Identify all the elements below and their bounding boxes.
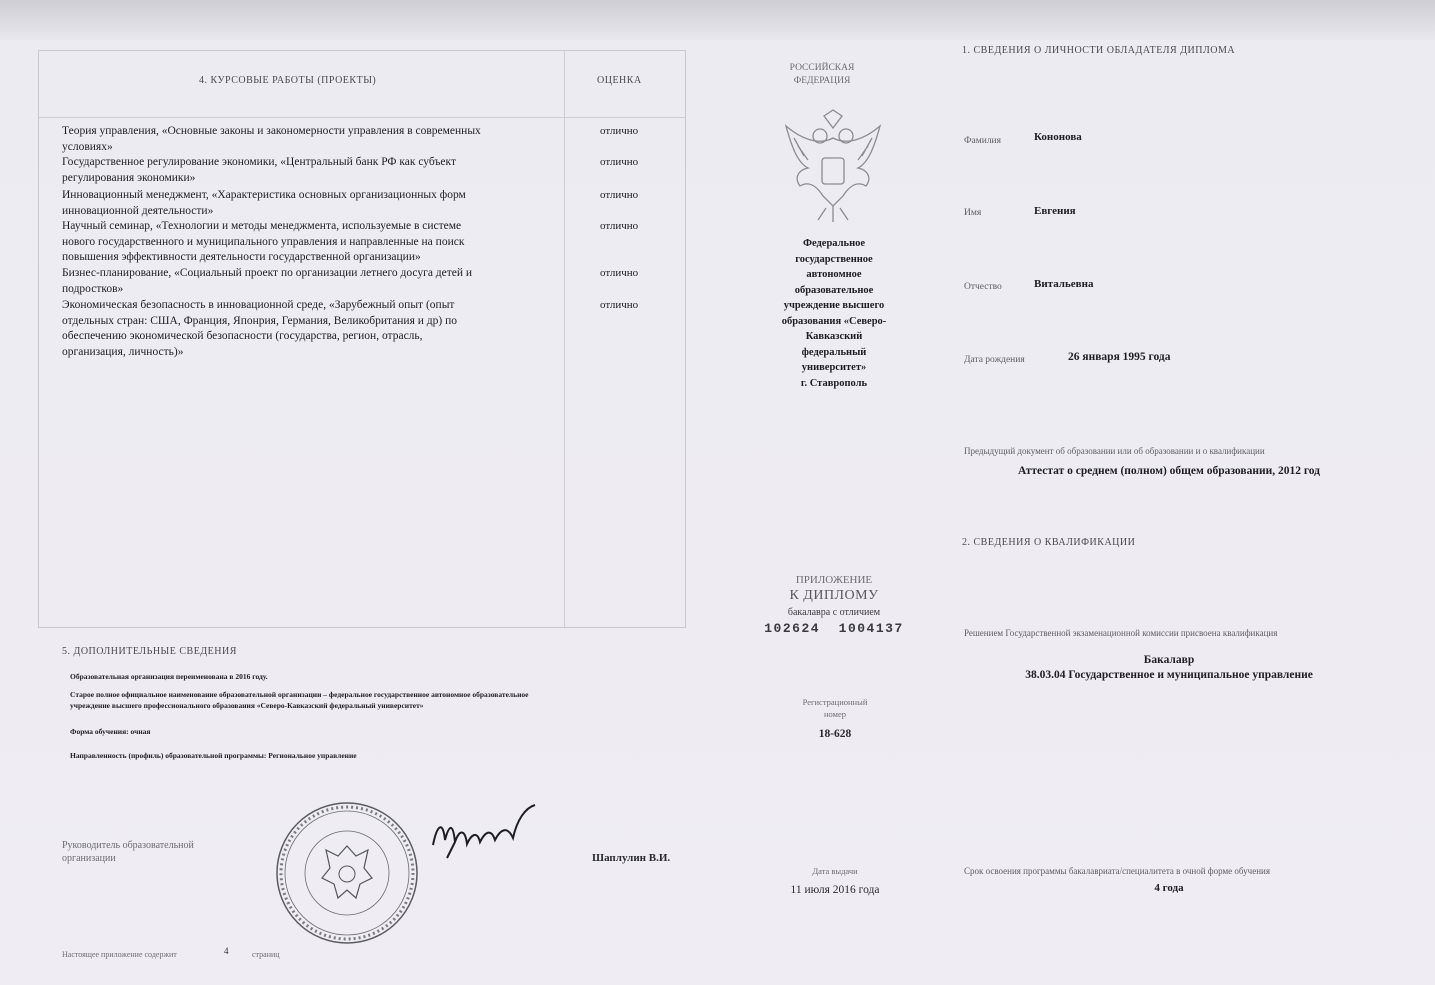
- coursework-title-line: регулирования экономики»: [62, 171, 196, 184]
- duration-label: Срок освоения программы бакалавриата/специалитета в очной форме обучения: [964, 866, 1270, 876]
- institution-name: [752, 236, 916, 391]
- coursework-title-line: Государственное регулирование экономики, «Центральный банк РФ как субъект: [62, 156, 456, 168]
- coursework-title-line: инновационной деятельности»: [62, 204, 214, 217]
- institution-name-line: г. Ставрополь: [800, 377, 868, 389]
- coursework-grade: отлично: [600, 156, 639, 168]
- coursework-title-line: Научный семинар, «Технологии и методы менеджмента, используемые в системе: [62, 220, 462, 232]
- personal-header: 1. СВЕДЕНИЯ О ЛИЧНОСТИ ОБЛАДАТЕЛЯ ДИПЛОМА: [962, 45, 1236, 56]
- institution-name-line: учреждение высшего: [783, 300, 885, 311]
- coursework-title-line: организация, личность)»: [62, 345, 184, 358]
- coursework-grade: отлично: [600, 125, 639, 137]
- program-value: 38.03.04 Государственное и муниципальное управление: [1025, 669, 1313, 681]
- coursework-grade: отлично: [600, 267, 639, 279]
- issue-label: Дата выдачи: [812, 866, 858, 876]
- coursework-grade: отлично: [600, 299, 639, 311]
- coursework-title-line: отдельных стран: США, Франция, Японрия, Германия, Великобритания и др) по: [62, 314, 457, 327]
- patronymic-value: Витальевна: [1034, 278, 1094, 290]
- coursework-title-line: условиях»: [62, 140, 113, 153]
- coursework-grade: отлично: [600, 189, 639, 201]
- name-value: Евгения: [1034, 205, 1076, 217]
- prev-doc-label: Предыдущий документ об образовании или об образовании и о квалификации: [964, 446, 1265, 456]
- institution-name-line: образования «Северо-: [781, 315, 887, 327]
- duration-value: 4 года: [1154, 882, 1184, 894]
- surname-label: Фамилия: [964, 136, 1002, 146]
- study-form: Форма обучения: очная: [70, 727, 151, 736]
- coursework-title-line: повышения эффективности деятельности государственной организации»: [62, 251, 421, 264]
- coat-of-arms-icon: [778, 108, 888, 228]
- scan-shadow: [0, 0, 1435, 40]
- surname-value: Кононова: [1034, 131, 1082, 143]
- country-line-2: ФЕДЕРАЦИЯ: [793, 76, 851, 86]
- institution-name-line: федеральный: [801, 346, 867, 358]
- page-count-value: 4: [224, 946, 229, 956]
- coursework-title-line: подростков»: [62, 282, 124, 295]
- signature-icon: [425, 800, 545, 865]
- page-count-suffix: страниц: [252, 950, 280, 959]
- commission-label: Решением Государственной экзаменационной комиссии присвоена квалификация: [964, 628, 1278, 638]
- qualification-value: Бакалавр: [1143, 654, 1195, 666]
- coursework-title-line: Экономическая безопасность в инновационной среде, «Зарубежный опыт (опыт: [62, 299, 455, 311]
- additional-line: учреждение высшего профессионального образования «Северо-Кавказский федеральный университет»: [70, 701, 424, 710]
- birth-value: 26 января 1995 года: [1068, 351, 1171, 363]
- institution-name-line: Кавказский: [805, 331, 863, 342]
- supplement-line-1: ПРИЛОЖЕНИЕ: [795, 574, 873, 586]
- institution-name-line: государственное: [795, 253, 873, 265]
- additional-line: Образовательная организация переименована в 2016 году.: [70, 672, 268, 681]
- program-focus: Направленность (профиль) образовательной программы: Региональное управление: [70, 751, 357, 760]
- degree-type: бакалавра с отличием: [787, 607, 881, 618]
- patronymic-label: Отчество: [964, 282, 1002, 292]
- coursework-title-line: нового государственного и муниципального управления и направленные на поиск: [62, 235, 465, 248]
- birth-label: Дата рождения: [964, 355, 1025, 365]
- institution-name-line: Федеральное: [802, 238, 866, 249]
- name-label: Имя: [964, 208, 982, 218]
- country-line-1: РОССИЙСКАЯ: [789, 63, 855, 73]
- reg-label-2: номер: [823, 709, 847, 719]
- page-count-label: Настоящее приложение содержит: [62, 950, 177, 959]
- issue-date: 11 июля 2016 года: [790, 884, 880, 896]
- prev-doc-value: Аттестат о среднем (полном) общем образовании, 2012 год: [1018, 465, 1320, 477]
- head-label-2: организации: [62, 853, 116, 864]
- coursework-title-line: Бизнес-планирование, «Социальный проект по организации летнего досуга детей и: [62, 267, 473, 279]
- coursework-title-line: обеспечению экономической безопасности (государства, регион, отрасль,: [62, 330, 423, 343]
- reg-number: 18-628: [818, 728, 852, 740]
- coursework-grade: отлично: [600, 220, 639, 232]
- head-label: Руководитель образовательной: [62, 840, 194, 851]
- diploma-number: 102624 1004137: [764, 621, 904, 636]
- institution-name-line: автономное: [806, 269, 862, 280]
- institution-name-line: образовательное: [794, 284, 874, 296]
- additional-line: Старое полное официальное наименование образовательной организации – федеральное государственное автономное образовательное: [70, 690, 529, 699]
- additional-header: 5. ДОПОЛНИТЕЛЬНЫЕ СВЕДЕНИЯ: [62, 646, 237, 657]
- qualification-header: 2. СВЕДЕНИЯ О КВАЛИФИКАЦИИ: [962, 537, 1136, 548]
- official-seal-icon: [272, 798, 422, 948]
- coursework-title-line: Инновационный менеджмент, «Характеристика основных организационных форм: [62, 189, 466, 201]
- coursework-header: 4. КУРСОВЫЕ РАБОТЫ (ПРОЕКТЫ): [199, 75, 377, 86]
- head-name: Шаплулин В.И.: [592, 852, 671, 864]
- reg-label-1: Регистрационный: [802, 697, 868, 707]
- grade-header: ОЦЕНКА: [597, 75, 642, 86]
- institution-name-line: университет»: [801, 362, 867, 373]
- supplement-line-2: К ДИПЛОМУ: [789, 588, 879, 603]
- coursework-title-line: Теория управления, «Основные законы и закономерности управления в современных: [62, 125, 481, 137]
